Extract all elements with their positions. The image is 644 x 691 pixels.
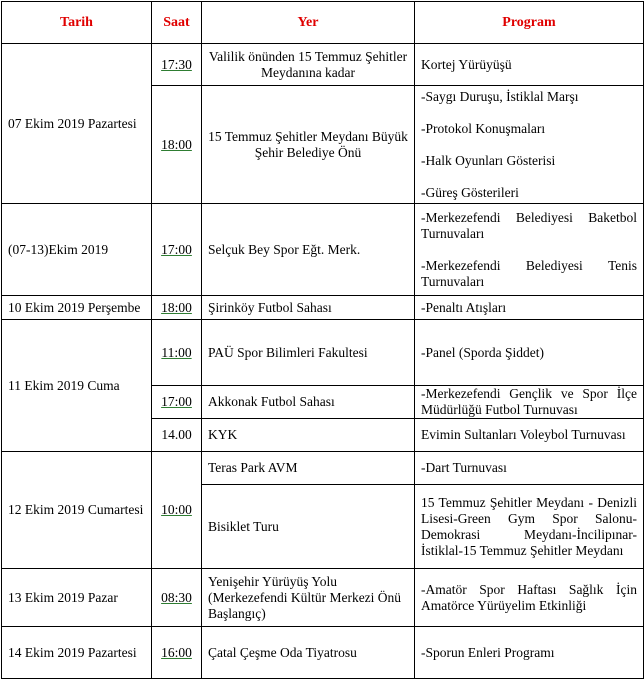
- time-text: 18:00: [161, 299, 192, 315]
- time-text: 17:00: [161, 241, 192, 257]
- program-cell: [415, 86, 644, 204]
- program-line: -Saygı Duruşu, İstiklal Marşı: [421, 88, 579, 104]
- header-place: Yer: [202, 2, 415, 44]
- header-date: Tarih: [2, 2, 152, 44]
- place-cell: Selçuk Bey Spor Eğt. Merk.: [202, 204, 415, 296]
- program-cell: -Dart Turnuvası: [415, 452, 644, 485]
- header-program: Program: [415, 2, 644, 44]
- table-row: [2, 452, 644, 485]
- time-cell: [152, 452, 202, 569]
- date-cell: 11 Ekim 2019 Cuma: [2, 320, 152, 452]
- place-cell: Yenişehir Yürüyüş Yolu (Merkezefendi Kültür Merkezi Önü Başlangıç): [202, 569, 415, 627]
- program-cell: Evimin Sultanları Voleybol Turnuvası: [415, 419, 644, 452]
- time-cell: [152, 569, 202, 627]
- time-cell: [152, 296, 202, 320]
- date-cell: 10 Ekim 2019 Perşembe: [2, 296, 152, 320]
- place-cell: Bisiklet Turu: [202, 485, 415, 569]
- header-time: Saat: [152, 2, 202, 44]
- time-cell: [152, 320, 202, 386]
- time-text: 18:00: [161, 136, 192, 152]
- time-text: 17:30: [161, 56, 192, 72]
- table-row: [2, 296, 644, 320]
- table-row: [2, 569, 644, 627]
- program-cell: [415, 204, 644, 296]
- date-cell: 13 Ekim 2019 Pazar: [2, 569, 152, 627]
- program-line: -Merkezefendi Belediyesi Tenis Turnuvaları: [421, 257, 637, 289]
- table-row: [2, 204, 644, 296]
- program-line: -Merkezefendi Belediyesi Baketbol Turnuvaları: [421, 209, 637, 241]
- table-row: [2, 44, 644, 86]
- program-cell: Kortej Yürüyüşü: [415, 44, 644, 86]
- program-cell: 15 Temmuz Şehitler Meydanı - Denizli Lisesi-Green Gym Spor Salonu-Demokrasi Meydanı-İncilipınar-İstiklal-15 Temmuz Şehitler Meydanı: [415, 485, 644, 569]
- program-line: -Protokol Konuşmaları: [421, 120, 546, 136]
- date-cell: 14 Ekim 2019 Pazartesi: [2, 627, 152, 679]
- program-line: -Halk Oyunları Gösterisi: [421, 152, 556, 168]
- time-cell: [152, 204, 202, 296]
- date-cell: 07 Ekim 2019 Pazartesi: [2, 44, 152, 204]
- time-cell: [152, 386, 202, 419]
- place-cell: Akkonak Futbol Sahası: [202, 386, 415, 419]
- time-text: 10:00: [161, 502, 192, 517]
- place-cell: Valilik önünden 15 Temmuz Şehitler Meydanına kadar: [202, 44, 415, 86]
- header-row: [2, 2, 644, 44]
- date-cell: (07-13)Ekim 2019: [2, 204, 152, 296]
- place-cell: PAÜ Spor Bilimleri Fakultesi: [202, 320, 415, 386]
- time-cell: 14.00: [152, 419, 202, 452]
- time-cell: [152, 627, 202, 679]
- program-cell: -Sporun Enleri Programı: [415, 627, 644, 679]
- time-cell: [152, 44, 202, 86]
- program-cell: -Panel (Sporda Şiddet): [415, 320, 644, 386]
- time-text: 08:30: [161, 589, 192, 605]
- table-row: [2, 627, 644, 679]
- schedule-table: [1, 1, 644, 679]
- place-cell: Çatal Çeşme Oda Tiyatrosu: [202, 627, 415, 679]
- program-cell: -Merkezefendi Gençlik ve Spor İlçe Müdürlüğü Futbol Turnuvası: [415, 386, 644, 419]
- time-cell: [152, 86, 202, 204]
- table-row: [2, 320, 644, 386]
- date-cell: 12 Ekim 2019 Cumartesi: [2, 452, 152, 569]
- time-text: 17:00: [161, 394, 192, 409]
- program-cell: -Amatör Spor Haftası Sağlık İçin Amatörce Yürüyelim Etkinliği: [415, 569, 644, 627]
- place-cell: Şirinköy Futbol Sahası: [202, 296, 415, 320]
- place-cell: KYK: [202, 419, 415, 452]
- place-cell: 15 Temmuz Şehitler Meydanı Büyük Şehir Belediye Önü: [202, 86, 415, 204]
- time-text: 16:00: [161, 644, 192, 660]
- program-line: -Güreş Gösterileri: [421, 184, 519, 200]
- time-text: 11:00: [161, 344, 192, 360]
- place-cell: Teras Park AVM: [202, 452, 415, 485]
- program-cell: -Penaltı Atışları: [415, 296, 644, 320]
